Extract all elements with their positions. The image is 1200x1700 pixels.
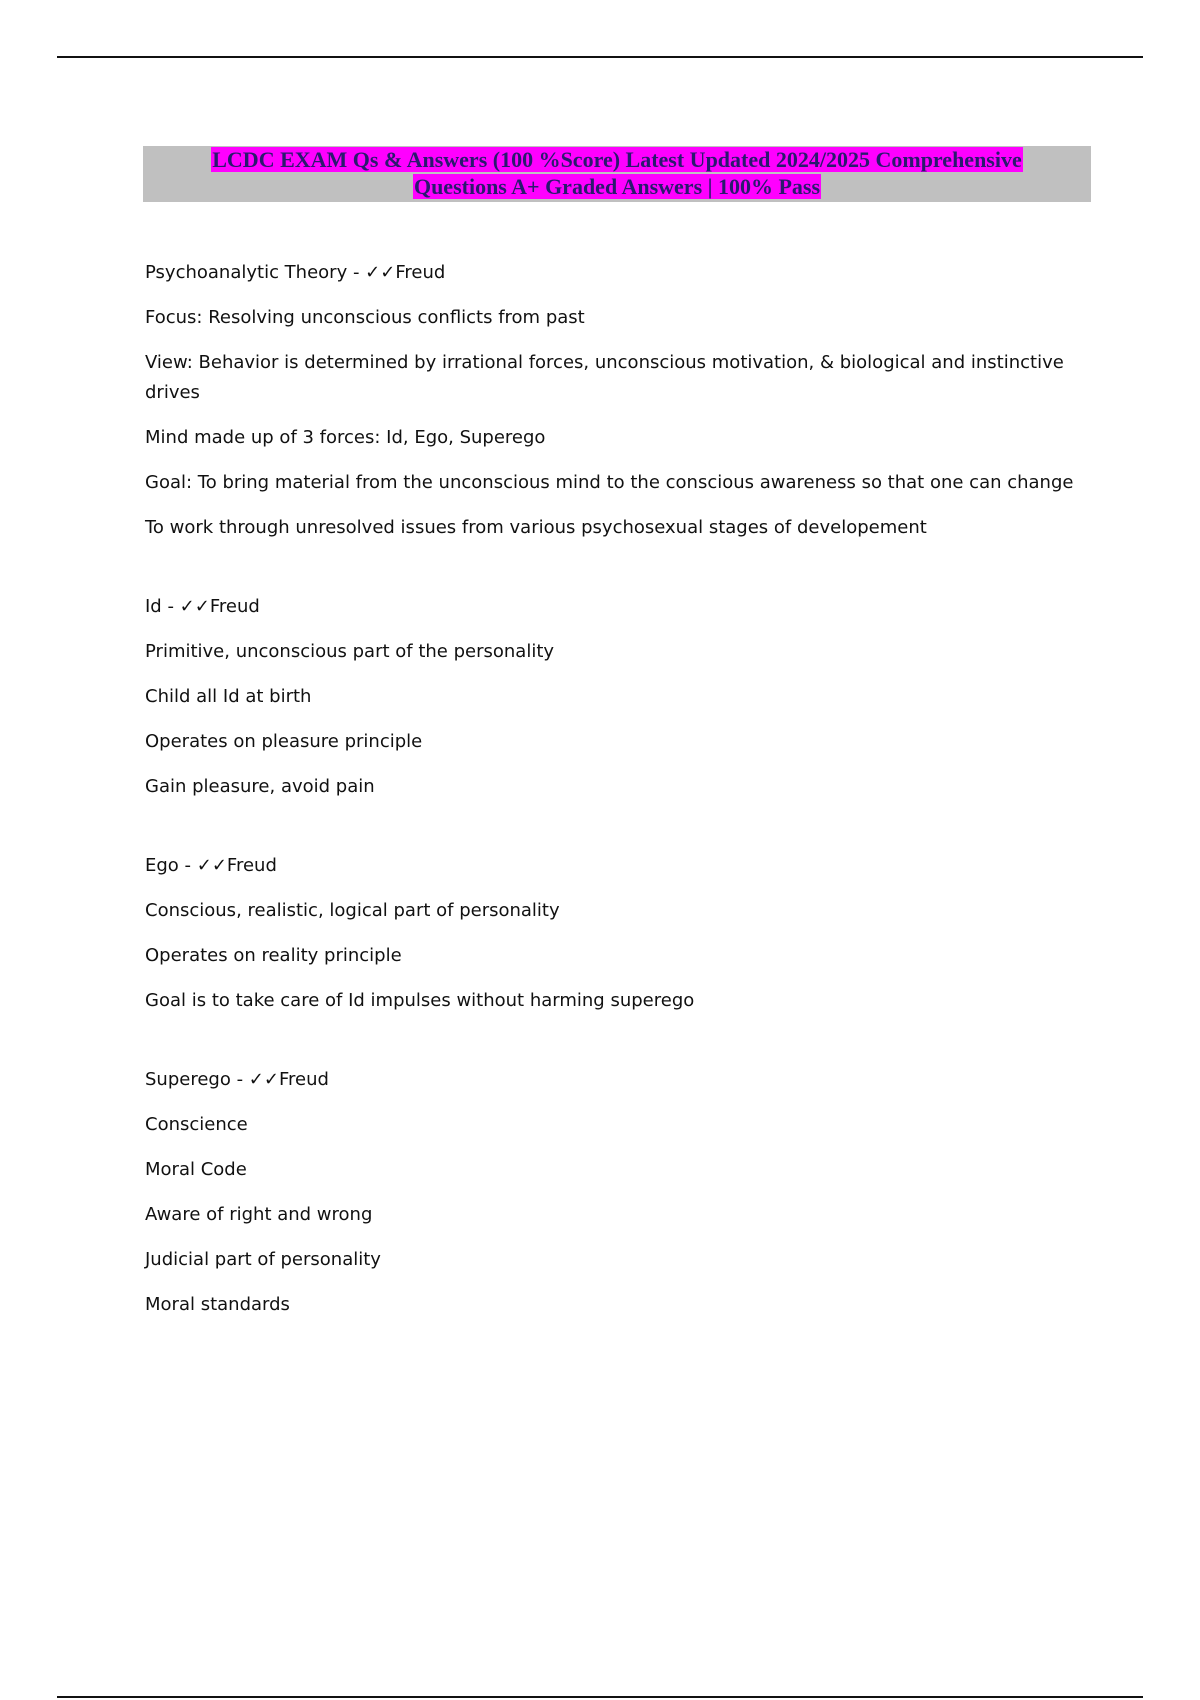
document-title [143, 146, 1091, 202]
text-line: Child all Id at birth [145, 686, 312, 707]
text-line: Conscious, realistic, logical part of personality [145, 900, 560, 921]
text-line: Goal: To bring material from the unconscious mind to the conscious awareness so that one can change [145, 472, 1074, 493]
text-line: Judicial part of personality [145, 1249, 381, 1270]
text-line: Moral standards [145, 1294, 290, 1315]
document-body [145, 258, 1075, 1320]
section-superego [145, 1065, 1075, 1320]
text-line: Operates on pleasure principle [145, 731, 423, 752]
text-line: Goal is to take care of Id impulses without harming superego [145, 990, 695, 1011]
text-line: Gain pleasure, avoid pain [145, 776, 375, 797]
text-line: Focus: Resolving unconscious conflicts from past [145, 307, 585, 328]
section-psychoanalytic-theory [145, 258, 1075, 543]
text-line: Operates on reality principle [145, 945, 402, 966]
section-heading: Superego - ✓✓Freud [145, 1069, 329, 1090]
title-line-1: LCDC EXAM Qs & Answers (100 %Score) Latest Updated 2024/2025 Comprehensive [212, 147, 1022, 172]
text-line: View: Behavior is determined by irrational forces, unconscious motivation, & biological and instinctive drives [145, 352, 1064, 403]
text-line: Primitive, unconscious part of the personality [145, 641, 555, 662]
text-line: Aware of right and wrong [145, 1204, 373, 1225]
section-id [145, 592, 1075, 802]
section-ego [145, 851, 1075, 1016]
text-line: Conscience [145, 1114, 248, 1135]
bottom-rule [57, 1696, 1143, 1698]
text-line: Moral Code [145, 1159, 247, 1180]
text-line: To work through unresolved issues from various psychosexual stages of developement [145, 517, 927, 538]
top-rule [57, 56, 1143, 58]
section-heading: Ego - ✓✓Freud [145, 855, 277, 876]
title-line-2: Questions A+ Graded Answers | 100% Pass [413, 174, 821, 199]
section-heading: Psychoanalytic Theory - ✓✓Freud [145, 262, 446, 283]
section-heading: Id - ✓✓Freud [145, 596, 260, 617]
text-line: Mind made up of 3 forces: Id, Ego, Superego [145, 427, 546, 448]
